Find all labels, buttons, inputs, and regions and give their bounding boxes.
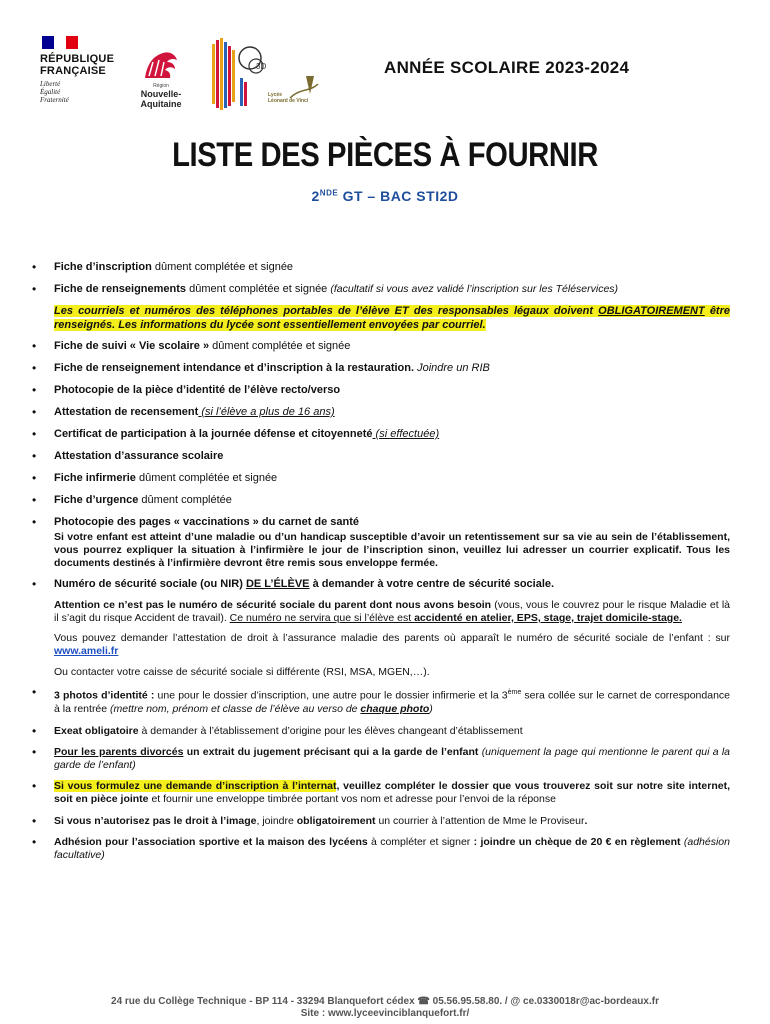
french-flag-icon bbox=[42, 36, 78, 49]
footer-address: 24 rue du Collège Technique - BP 114 - 33294 Blanquefort cédex ☎ 05.56.95.58.80. / @ ce.0330018r@ac-bordeaux.fr bbox=[111, 996, 659, 1007]
list-item: • Photocopie de la pièce d’identité de l’élève recto/verso bbox=[30, 383, 730, 397]
other-fund-note: Ou contacter votre caisse de sécurité sociale si différente (RSI, MSA, MGEN,…). bbox=[54, 666, 430, 678]
page-footer bbox=[0, 996, 770, 1020]
ameli-link[interactable]: www.ameli.fr bbox=[54, 645, 119, 657]
list-item: • Photocopie des pages « vaccinations » du carnet de santé bbox=[30, 515, 730, 529]
documents-list bbox=[30, 260, 730, 870]
list-item: • Attestation de recensement (si l’élève a plus de 16 ans) bbox=[30, 405, 730, 419]
list-item: • Attestation d’assurance scolaire bbox=[30, 449, 730, 463]
page-title: LISTE DES PIÈCES À FOURNIR bbox=[172, 136, 598, 174]
subtitle-post: GT – BAC STI2D bbox=[338, 188, 459, 204]
lycee-text-2: Léonard de Vinci bbox=[268, 98, 309, 104]
subtitle-pre: 2 bbox=[311, 188, 320, 204]
subtitle-sup: NDE bbox=[319, 188, 339, 198]
list-item: • Certificat de participation à la journée défense et citoyenneté (si effectuée) bbox=[30, 427, 730, 441]
list-item: • Numéro de sécurité sociale (ou NIR) DE L’ÉLÈVE à demander à votre centre de sécurité sociale. bbox=[30, 577, 730, 591]
school-year-heading: ANNÉE SCOLAIRE 2023-2024 bbox=[384, 58, 630, 77]
list-item: • Fiche d’urgence dûment complétée bbox=[30, 493, 730, 507]
ameli-note: Vous pouvez demander l’attestation de droit à l’assurance maladie des parents où apparaît le numéro de sécurité sociale de l’enfant : sur www.ameli.fr bbox=[54, 632, 730, 657]
colored-bars-icon bbox=[212, 38, 235, 110]
list-item: • Fiche d’inscription dûment complétée et signée bbox=[30, 260, 730, 274]
rf-motto-2: Égalité bbox=[40, 88, 61, 96]
list-item: • Fiche infirmerie dûment complétée et signée bbox=[30, 471, 730, 485]
rf-motto-3: Fraternité bbox=[40, 96, 69, 104]
nouvelle-aquitaine-logo bbox=[132, 48, 190, 109]
rf-name-line2: FRANÇAISE bbox=[40, 65, 106, 77]
lion-icon bbox=[139, 48, 183, 82]
list-item: • Fiche de renseignements dûment complétée et signée (facultatif si vous avez validé l’inscription sur les Téléservices) bbox=[30, 282, 730, 296]
list-item: • Adhésion pour l’association sportive et la maison des lycéens à compléter et signer : joindre un chèque de 20 € en règlement (adhésion facultative) bbox=[30, 836, 730, 862]
rf-motto-1: Liberté bbox=[40, 80, 61, 88]
list-item: • Exeat obligatoire à demander à l’établissement d’origine pour les élèves changeant d’établissement bbox=[30, 724, 730, 738]
republique-francaise-logo bbox=[40, 36, 130, 104]
region-name-2: Aquitaine bbox=[140, 99, 182, 109]
list-item: • Pour les parents divorcés un extrait du jugement précisant qui a la garde de l’enfant (uniquement la page qui mentionne le parent qui a la garde de l’enfant) bbox=[30, 746, 730, 772]
social-security-warning: Attention ce n’est pas le numéro de sécurité sociale du parent dont nous avons besoin (vous, vous le couvrez pour le risque Maladie et là il s’agit du risque Accident de travail). Ce numéro ne servira que si l’élève est accidenté en atelier, EPS, stage, trajet domicile-stage. bbox=[54, 599, 730, 624]
page-subtitle bbox=[0, 188, 770, 204]
footer-site: Site : www.lyceevinciblanquefort.fr/ bbox=[300, 1008, 470, 1019]
list-item: • Si vous n’autorisez pas le droit à l’image, joindre obligatoirement un courrier à l’attention de Mme le Proviseur. bbox=[30, 814, 730, 828]
list-item: • 3 photos d’identité : une pour le dossier d’inscription, une autre pour le dossier infirmerie et la 3ème sera collée sur le carnet de correspondance à la rentrée (mettre nom, prénom et classe de l’élève au verso de chaque photo) bbox=[30, 686, 730, 716]
list-item: • Si vous formulez une demande d’inscription à l’internat, veuillez compléter le dossier que vous trouverez soit sur notre site internet, soit en pièce jointe et fournir une enveloppe timbrée portant vos nom et adresse pour l’envoi de la réponse bbox=[30, 780, 730, 806]
lycee-logo bbox=[210, 36, 330, 116]
lycee-text-1: Lycée bbox=[268, 92, 282, 98]
region-name-1: Nouvelle- bbox=[140, 89, 182, 99]
rf-name-line1: RÉPUBLIQUE bbox=[40, 53, 115, 65]
list-item: • Fiche de renseignement intendance et d’inscription à la restauration. Joindre un RIB bbox=[30, 361, 730, 375]
list-item: • Fiche de suivi « Vie scolaire » dûment complétée et signée bbox=[30, 339, 730, 353]
svg-text:3D: 3D bbox=[256, 62, 267, 71]
health-note: Si votre enfant est atteint d’une maladie ou d’un handicap susceptible d’avoir un retentissement sur sa vie au sein de l’établissement, vous pourrez expliquer la situation à l’infirmière le jour de l’inscription sinon, veuillez lui adresser un courrier explicatif. Tous les documents destinés à l’infirmière devront être remis sous enveloppe fermée. bbox=[54, 531, 730, 569]
region-small-label: Région bbox=[153, 83, 169, 89]
contact-warning: Les courriels et numéros des téléphones portables de l’élève ET des responsables légaux doivent OBLIGATOIREMENT être renseignés. Les informations du lycée sont essentiellement envoyées par courriel. bbox=[54, 305, 730, 331]
